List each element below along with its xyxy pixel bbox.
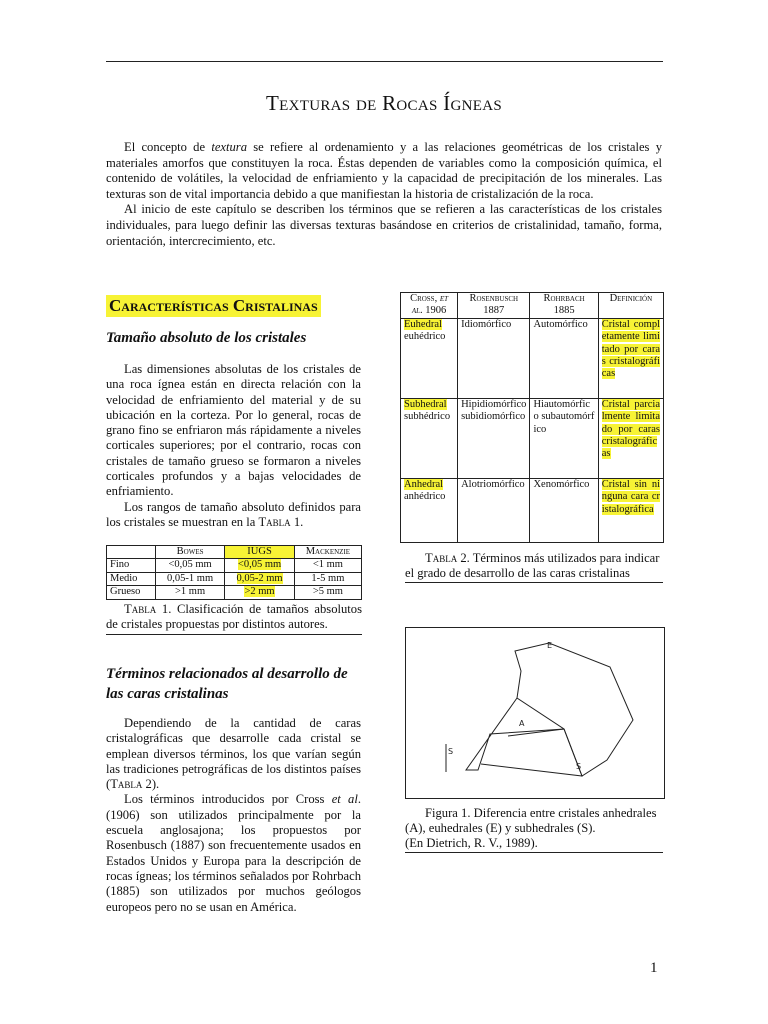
- table-cell: Cristal completamente limitado por caras cristalográficas: [598, 318, 663, 398]
- figure-caption-source: (En Dietrich, R. V., 1989).: [405, 836, 538, 850]
- intro-block: [106, 140, 662, 249]
- table-row: [107, 586, 362, 599]
- table-cell: Hipidiomórfico subidiomórfico: [458, 398, 530, 478]
- section-heading: Características Cristalinas: [106, 295, 321, 317]
- table-cell: Medio: [107, 572, 156, 585]
- header-rule: [106, 61, 663, 62]
- table-header-cell: Definición: [598, 293, 663, 319]
- table-cell: Idiomórfico: [458, 318, 530, 398]
- table-row: [401, 318, 664, 398]
- table-1-sizes: [106, 545, 362, 600]
- subheading-crystal-faces: Términos relacionados al desarrollo de las caras cristalinas: [106, 666, 348, 702]
- crystal-size-text: [106, 362, 361, 530]
- table-header-cell: IUGS: [225, 546, 294, 559]
- size-paragraph-2: Los rangos de tamaño absoluto definidos para los cristales se muestran en la Tabla 1.: [106, 499, 361, 529]
- table-cell: Fino: [107, 559, 156, 572]
- label-e: E: [547, 641, 553, 650]
- table-cell: >2 mm: [225, 586, 294, 599]
- intro-paragraph-2: Al inicio de este capítulo se describen los términos que se refieren a las características de los cristales individuales, para luego definir las diversas texturas basándose en criterios de cristalinidad, tamaño, forma, orientación, intercrecimiento, etc.: [106, 202, 662, 248]
- table-2-caption-rule: [405, 582, 663, 583]
- table-cell: >1 mm: [155, 586, 224, 599]
- table-cell: 0,05-2 mm: [225, 572, 294, 585]
- table-cell: <0,05 mm: [155, 559, 224, 572]
- table-header-cell: Cross, et al. 1906: [401, 293, 458, 319]
- table-2-caption: Tabla 2. Términos más utilizados para indicar el grado de desarrollo de las caras cristalinas: [405, 551, 660, 580]
- page-title: Texturas de Rocas Ígneas: [266, 91, 502, 115]
- figure-caption-line: Figura 1. Diferencia entre cristales anhedrales (A), euhedrales (E) y subhedrales (S).: [405, 806, 657, 835]
- table-cell: <1 mm: [294, 559, 361, 572]
- table-row: [401, 478, 664, 542]
- crystal-faces-text: [106, 716, 361, 915]
- table-cell: Euhedral euhédrico: [401, 318, 458, 398]
- label-s-left: S: [448, 747, 454, 756]
- faces-paragraph-2: Los términos introducidos por Cross et al. (1906) son utilizados principalmente por la escuela anglosajona; los propuestos por Rosenbusch (1887) son frecuentemente usados en Estados Unidos y Europa para la descripción de rocas ígneas; los términos señalados por Rohrbach (1885) son utilizados por muchos geólogos europeos pero no se usan en América.: [106, 792, 361, 914]
- table-2-terms: [400, 292, 664, 543]
- table-header-cell: [107, 546, 156, 559]
- table-cell: <0,05 mm: [225, 559, 294, 572]
- table-cell: Subhedral subhédrico: [401, 398, 458, 478]
- table-cell: Hiautomórfico subautomórfico: [530, 398, 598, 478]
- figure-caption-rule: [405, 852, 663, 853]
- table-cell: Automórfico: [530, 318, 598, 398]
- table-header-cell: Rosenbusch 1887: [458, 293, 530, 319]
- table-cell: 0,05-1 mm: [155, 572, 224, 585]
- table-cell: 1-5 mm: [294, 572, 361, 585]
- table-cell: >5 mm: [294, 586, 361, 599]
- label-s-right: S: [576, 762, 582, 771]
- intro-paragraph-1: El concepto de textura se refiere al ordenamiento y a las relaciones geométricas de los cristales y materiales amorfos que constituyen la roca. Éstas dependen de variables como la composición química, el contenido de volátiles, la velocidad de enfriamiento y la capacidad de precipitación de los minerales. Las texturas son de vital importancia debido a que manifiestan la historia de cristalización de la roca.: [106, 140, 662, 201]
- figure-1-crystals: [405, 627, 665, 799]
- table-header-cell: Mackenzie: [294, 546, 361, 559]
- table-row: [107, 572, 362, 585]
- table-header-cell: Bowes: [155, 546, 224, 559]
- table-cell: Grueso: [107, 586, 156, 599]
- table-row: [107, 559, 362, 572]
- table-cell: Alotriomórfico: [458, 478, 530, 542]
- table-1-caption-rule: [106, 634, 362, 635]
- table-row: [107, 546, 362, 559]
- table-header-cell: Rohrbach 1885: [530, 293, 598, 319]
- crystal-subhedral-outline: [466, 698, 582, 776]
- crystal-diagram: [406, 628, 664, 798]
- table-1-caption: Tabla 1. Clasificación de tamaños absolutos de cristales propuestas por distintos autores.: [106, 602, 362, 631]
- table-cell: Cristal sin ninguna cara cristalográfica: [598, 478, 663, 542]
- size-paragraph-1: Las dimensiones absolutas de los cristales de una roca ígnea están en directa relación con la velocidad de enfriamiento del material y de su ubicación en la corteza. Por lo general, rocas de grano fino se enfriaron más rápidamente a niveles corticales superiores; por el contrario, rocas con cristales de tamaño grueso se formaron a niveles corticales profundos y a bajas velocidades de enfriamiento.: [106, 362, 361, 499]
- figure-1-caption: [405, 806, 663, 851]
- table-row: [401, 293, 664, 319]
- faces-paragraph-1: Dependiendo de la cantidad de caras cristalográficas que desarrolle cada cristal se emplean diversos términos, los que varían según las tradiciones petrográficas de los distintos países (Tabla 2).: [106, 716, 361, 792]
- table-cell: Xenomórfico: [530, 478, 598, 542]
- table-cell: Cristal parcialmente limitado por caras cristalográficas: [598, 398, 663, 478]
- table-row: [401, 398, 664, 478]
- subheading-crystal-size: Tamaño absoluto de los cristales: [106, 330, 307, 346]
- page-number: 1: [650, 960, 658, 976]
- label-a: A: [519, 719, 525, 728]
- table-cell: Anhedral anhédrico: [401, 478, 458, 542]
